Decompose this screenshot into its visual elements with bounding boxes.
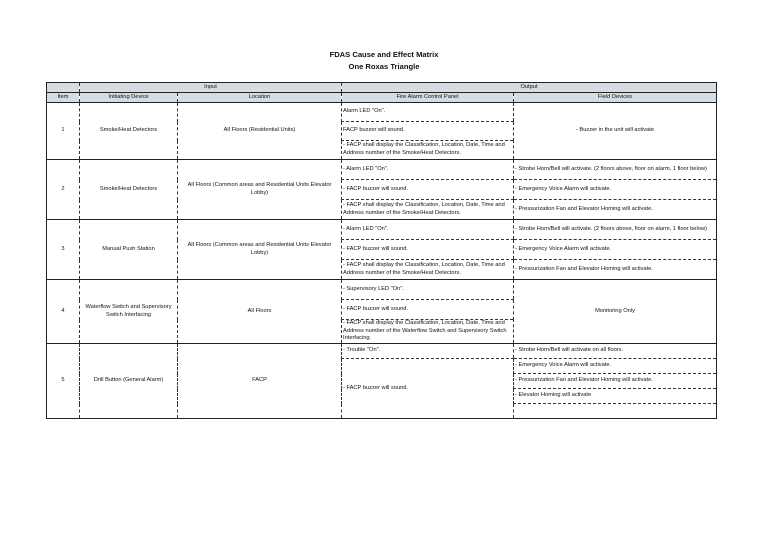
facp-action: - FACP shall display the Classification, Location, Date, Time and Address number of the Smoke/Heat Detectors. — [342, 141, 514, 160]
header-initiating-device: Initiating Device — [80, 93, 178, 103]
header-location: Location — [178, 93, 342, 103]
facp-action: - FACP buzzer will sound. — [342, 359, 514, 419]
facp-action: - FACP shall display the Classification, Location, Date, Time and Address number of the Waterflow Switch and Supervisory Switch Interfacing. — [342, 320, 514, 344]
field-device-action: - Buzzer in the unit will activate — [514, 103, 717, 160]
facp-action: - Trouble "On". — [342, 344, 514, 359]
group-header-row — [47, 83, 717, 93]
cause-effect-matrix — [46, 82, 717, 419]
facp-action: - FACP buzzer will sound. — [342, 300, 514, 320]
field-device-action: - Strobe Horn/Bell will activate on all floors. — [514, 344, 717, 359]
facp-action: FACP buzzer will sound. — [342, 122, 514, 141]
table-row — [47, 103, 717, 122]
item-number: 4 — [47, 280, 80, 344]
table-row — [47, 160, 717, 180]
location-cell: FACP — [178, 344, 342, 419]
field-device-action: - Emergency Voice Alarm will activate. — [514, 180, 717, 200]
column-header-row — [47, 93, 717, 103]
field-device-action: - Emergency Voice Alarm will activate. — [514, 359, 717, 374]
facp-action: - FACP buzzer will sound. — [342, 180, 514, 200]
field-device-action: - Pressurization Fan and Elevator Homing will activate. — [514, 200, 717, 220]
initiating-device-cell: Smoke/Heat Detectors — [80, 160, 178, 220]
field-device-action: - Pressurization Fan and Elevator Homing will activate. — [514, 260, 717, 280]
field-device-action — [514, 404, 717, 419]
item-number: 2 — [47, 160, 80, 220]
initiating-device-cell: Manual Push Station — [80, 220, 178, 280]
initiating-device-cell: Drill Button (General Alarm) — [80, 344, 178, 419]
location-cell: All Floors (Common areas and Residential Units Elevator Lobby) — [178, 160, 342, 220]
table-row — [47, 344, 717, 359]
group-header-blank — [47, 83, 80, 93]
initiating-device-cell: Smoke/Heat Detectors — [80, 103, 178, 160]
field-device-action: - Elevator Homing will activate — [514, 389, 717, 404]
document-title: FDAS Cause and Effect Matrix — [329, 50, 439, 59]
facp-action: Alarm LED "On". — [342, 103, 514, 122]
facp-action: - FACP buzzer will sound. — [342, 240, 514, 260]
group-header-output: Output — [342, 83, 717, 93]
facp-action: - Supervisory LED "On". — [342, 280, 514, 300]
header-facp: Fire Alarm Control Panel — [342, 93, 514, 103]
document-subtitle: One Roxas Triangle — [348, 62, 420, 71]
location-cell: All Floors (Common areas and Residential Units Elevator Lobby) — [178, 220, 342, 280]
location-cell: All Floors — [178, 280, 342, 344]
table-row — [47, 280, 717, 300]
group-header-input: Input — [80, 83, 342, 93]
field-device-action: - Emergency Voice Alarm will activate. — [514, 240, 717, 260]
item-number: 1 — [47, 103, 80, 160]
field-device-action: Monitoring Only — [514, 280, 717, 344]
header-field-devices: Field Devices — [514, 93, 717, 103]
facp-action: - FACP shall display the Classification, Location, Date, Time and Address number of the Smoke/Heat Detectors. — [342, 200, 514, 220]
matrix-body — [47, 103, 717, 419]
location-cell: All Floors (Residential Units) — [178, 103, 342, 160]
item-number: 5 — [47, 344, 80, 419]
field-device-action: - Strobe Horn/Bell will activate. (2 floors above, floor on alarm, 1 floor below) — [514, 160, 717, 180]
facp-action: - FACP shall display the Classification, Location, Date, Time and Address number of the Smoke/Heat Detectors. — [342, 260, 514, 280]
facp-action: - Alarm LED "On". — [342, 160, 514, 180]
field-device-action: - Strobe Horn/Bell will activate. (2 floors above, floor on alarm, 1 floor below) — [514, 220, 717, 240]
initiating-device-cell: Waterflow Switch and Supervisory Switch Interfacing — [80, 280, 178, 344]
facp-action: - Alarm LED "On". — [342, 220, 514, 240]
table-row — [47, 220, 717, 240]
field-device-action: - Pressurization Fan and Elevator Homing will activate. — [514, 374, 717, 389]
header-item: Item — [47, 93, 80, 103]
item-number: 3 — [47, 220, 80, 280]
